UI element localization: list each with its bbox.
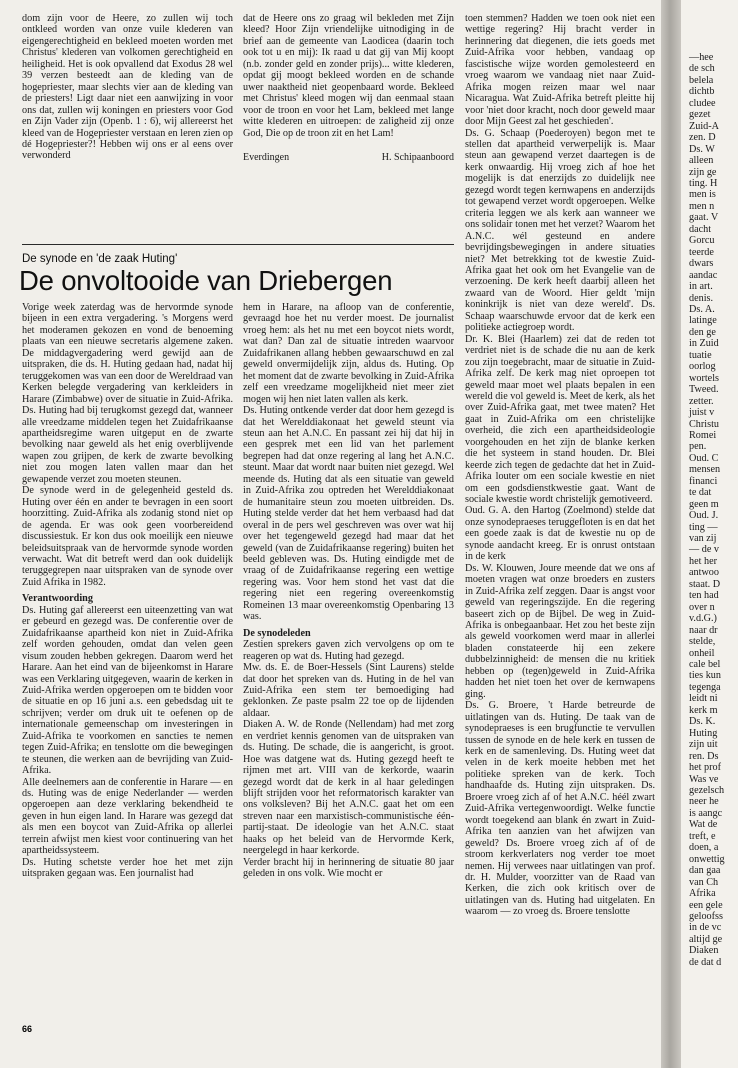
next-page-fragment: naar dr	[689, 624, 718, 636]
next-page-fragment: wortels	[689, 372, 719, 384]
next-page-fragment: het her	[689, 555, 718, 567]
next-page-fragment: het prof	[689, 762, 721, 774]
next-page-fragment: oorlog	[689, 361, 716, 373]
next-page-fragment: van Ch	[689, 876, 719, 888]
next-page-fragment: Gorcu	[689, 235, 715, 247]
next-page-fragment: Ds. W	[689, 143, 715, 155]
next-page-fragment: belela	[689, 74, 714, 86]
next-page-fragment: dichtb	[689, 86, 715, 98]
paragraph: Ds. G. Schaap (Poederoyen) begon met te stellen dat apartheid verwerpelijk is. Maar steun aan gewapend verzet daartegen is de kerk onwaardig. Hij vroeg zich af hoe het mogelijk is dat enerzijds zo duidelijk nee gezegd wordt tegen kernwapens en anderzijds tot gewapend verzet wordt opgeroepen. Welke criteria leggen we als kerk aan wanneer we ons solidair tonen met het verzet? Waarom het A.N.C. wél gesteund en andere bevrijdingsbewegingen in andere situaties niet? Met betrekking tot de kwestie Zuid-Afrika gaat het ook om het Evangelie van de verzoening. De kerk heeft daarbij alleen het zwaard van de Woord. Hier geldt 'mijn koninkrijk is niet van deze wereld'. Ds. Schaap waarschuwde ervoor dat de kerk een politieke actiegroep wordt.	[465, 127, 655, 334]
article-headline: De onvoltooide van Driebergen	[19, 265, 393, 296]
signature-place: Everdingen	[243, 151, 290, 163]
article-column-3	[465, 13, 655, 1023]
article-column-1	[22, 302, 233, 1022]
next-page-fragment: juist v	[689, 407, 715, 419]
next-page-fragment: stelde,	[689, 636, 716, 648]
next-page-fragment: zijn uit	[689, 739, 718, 751]
next-page-fragment: tuatie	[689, 349, 712, 361]
next-page-fragment: een gele	[689, 899, 723, 911]
column-top-left	[22, 13, 233, 243]
next-page-fragment: financi	[689, 475, 718, 487]
next-page-fragment: zetter.	[689, 395, 714, 407]
paragraph: Ds. W. Klouwen, Joure meende dat we ons af moeten vragen wat onze broeders en zusters in Zuid-Afrika zelf zeggen. Daar is angst voor geweld van regeringszijde. En die regering baseert zich op de Bijbel. De weg in Zuid-Afrika is onbegaanbaar. Het zou het beste zijn als geweld voorkomen werd maar in allerlei bladen constateerde hij een zekere dubbelzinnigheid: de mensen die nu kritiek hebben op (tegen)geweld in Zuid-Afrika hadden het niet toen het over de kernwapens ging.	[465, 562, 655, 700]
paragraph: hem in Harare, na afloop van de conferentie, gevraagd hoe het nu verder moest. De journalist vroeg hem: als het nu met een boycot niets wordt, wat dan? Dan zal de situatie intreden waarvoor Zuidafrikanen allang hebben gewaarschuwd en zal geweld onvermijdelijk zijn, aldus ds. Huting. Op het moment dat de zwarte bevolking in Zuid-Afrika zelf een vreedzame mogelijkheid niet meer ziet mogen wij hen niet laten vallen als kerk.	[243, 302, 454, 405]
paragraph: Zestien sprekers gaven zich vervolgens op om te reageren op wat ds. Huting had gezegd.	[243, 639, 454, 662]
paragraph: Diaken A. W. de Ronde (Nellendam) had met zorg en verdriet kennis genomen van de uitspraken van ds. Huting. De schade, die is aangericht, is groot. Hoe was datgene wat ds. Huting gezegd heeft te rijmen met art. VIII van de kerkorde, waarin gezegd wordt dat de kerk in al haar geledingen blijft strijden voor het reformatorisch karakter van ons volksleven? Bij het A.N.C. gaat het om een streven naar een marxistisch-communistische één-partij-staat. De ideologie van het A.N.C. staat haaks op het beleid van de Hervormde Kerk, neergelegd in haar kerkorde.	[243, 719, 454, 857]
next-page-fragment: in art.	[689, 281, 713, 293]
article-column-2	[243, 302, 454, 1022]
paragraph: Ds. Huting schetste verder hoe het met zijn uitspraken gegaan was. Een journalist had	[22, 856, 233, 880]
paragraph: Ds. G. Broere, 't Harde betreurde de uitlatingen van ds. Huting. De taak van de synodepraeses is een brugfunctie te vervullen tussen de synode en de hele kerk en tussen de kerk en de samenleving. Ds. Huting weet dat velen in de kerk moeite hebben met het politieke spreken van de kerk. Toch handhaafde ds. Huting zijn uitspraken. Ds. Broere vroeg zich af of het A.N.C. héél zwart Zuid-Afrika vertegenwoordigt. Welke functie wordt toegekend aan blank én zwart in Zuid-Afrika ten aanzien van het afwijzen van geweld? Ds. Broere vroeg zich af of de stroom kerkverlaters nog verder toe moet nemen. Hij verwees naar uitlatingen van prof. dr. H. Mulder, voorzitter van de Raad van Kerken, die zich ook kritisch over de uitlatingen van ds. Huting had uitgelaten. En waarom — zo vroeg ds. Broere tenslotte	[465, 700, 655, 918]
next-page-fragment: gaat. V	[689, 212, 719, 224]
paragraph: Verder bracht hij in herinnering de situatie 80 jaar geleden in ons volk. Wie mocht er	[243, 856, 454, 880]
next-page-fragment: dacht	[689, 223, 712, 235]
next-page-fragment: staat. D	[689, 578, 721, 590]
next-page-fragment: Ds. K.	[689, 716, 716, 728]
next-page-fragment: Afrika	[689, 888, 716, 900]
next-page-fragment: de sch	[689, 63, 715, 75]
next-page-fragment: Zuid-A	[689, 120, 719, 132]
next-page-fragment: Wat de	[689, 819, 718, 831]
next-page-fragment: — de v	[689, 544, 719, 556]
next-page-fragment: pen.	[689, 441, 707, 453]
next-page-fragment: v.d.G.)	[689, 613, 717, 625]
paragraph: Alle deelnemers aan de conferentie in Harare — en ds. Huting was de enige Nederlander — werden opgeroepen aan deze verklaring bekendheid te geven in hun eigen land. In Harare was gezegd dat als men een boycot van Zuid-Afrika op allerlei terrein afwijst men kiest voor continuering van het apartheidssysteem.	[22, 776, 233, 857]
next-page-fragment: cale bel	[689, 659, 721, 671]
next-page-fragment: de dat d	[689, 956, 722, 968]
next-page-fragment: men is	[689, 189, 716, 201]
next-page-fragment: over n	[689, 601, 715, 613]
next-page-fragment: onwettig	[689, 853, 725, 865]
book-gutter	[661, 0, 681, 1068]
subheading: De synodeleden	[243, 627, 311, 639]
signature	[243, 152, 454, 163]
page-number: 66	[22, 1024, 33, 1034]
next-page-fragment: van zij	[689, 533, 717, 545]
next-page-fragment: gezelsch	[689, 785, 725, 796]
next-page-fragment: Christu	[689, 418, 720, 430]
next-page-fragment: leidt ni	[689, 693, 718, 705]
next-page-fragment: men n	[689, 200, 715, 212]
next-page-fragment: Was ve	[689, 773, 719, 785]
paragraph: Dr. K. Blei (Haarlem) zei dat de reden tot verdriet niet is de schade die nu aan de kerk zou zijn toegebracht, maar de situatie in Zuid-Afrika zelf. De kerk mag niet oproepen tot geweld maar moet wel plaats bepalen in een wereld die vol geweld is. Meet de kerk, als het over Zuid-Afrika gaat, met twee maten? Het gaat in Zuid-Afrika om een christelijke overheid, die zich een apartheidsideologie voorgehouden en het zijn de blanke kerken die het systeem in stand houden. Dr. Blei keerde zich tegen de gedachte dat het in Zuid-Afrika louter om een sociale kwestie en niet om een godsdienstkwestie gaat. Want de sociale kwestie wordt christelijk gemotiveerd.	[465, 333, 655, 506]
paragraph: toen stemmen? Hadden we toen ook niet een wettige regering? Hij bracht verder in herinnering dat diegenen, die iets goeds met Zuid-Afrika voor hebben, vandaag op fascistische wijze worden gemolesteerd en vroeg waarom we vandaag niet naar Zuid-Afrika mogen reizen maar wel naar Nicaragua. Wat Zuid-Afrika betreft pleitte hij voor 'niet door kracht, noch door geweld maar door Mijn Geest zal het geschieden'.	[465, 13, 655, 128]
next-page-fragment: mensen	[689, 464, 721, 476]
next-page-fragment: latinge	[689, 315, 717, 327]
next-page-fragment: neer he	[689, 796, 719, 808]
next-page-fragment: —hee	[689, 52, 714, 63]
next-page-fragment: ties kun	[689, 670, 721, 682]
next-page-fragment: in de vc	[689, 922, 722, 934]
next-page-fragment: aandac	[689, 269, 718, 281]
next-page-fragment: cludee	[689, 97, 716, 109]
next-page-fragment: zen. D	[689, 132, 716, 144]
next-page-fragment: dan gaa	[689, 865, 721, 877]
next-page-fragment: is aangc	[689, 807, 723, 819]
paragraph: Ds. Huting gaf allereerst een uiteenzetting van wat er gebeurd en gezegd was. De conferentie over de Zuidafrikaanse apartheid kon niet in Zuid-Afrika zelf worden gehouden, omdat dan velen geen visum zouden hebben gekregen. Daarom werd het Harare. Aan het eind van de bijeenkomst in Harare was een Verklaring uitgegeven, waarin de kerken in Zuid-Afrika werden opgeroepen om te bidden voor de situatie en op 16 juni a.s. een gebedsdag uit te schrijven; verder om druk uit te oefenen op de internationale gemeenschap om investeringen in Zuid-Afrika te voorkomen en sancties te nemen tegen Zuid-Afrika; en tenslotte om die bewegingen te steunen, die werken aan de bevrijding van Zuid-Afrika.	[22, 604, 233, 777]
next-page-fragment: Oud. C	[689, 452, 719, 464]
paragraph: Oud. G. A. den Hartog (Zoelmond) stelde dat onze synodepraeses teruggefloten is en dat het een goede zaak is dat de kwestie nu op de synode aandacht kreeg. Er is onrust ontstaan in de kerk	[465, 505, 655, 563]
next-page-text-fragments	[689, 52, 738, 968]
next-page-fragment: tegenga	[689, 681, 721, 693]
next-page-fragment: denis.	[689, 292, 714, 304]
next-page-fragment: Huting	[689, 727, 718, 739]
next-page-fragment: antwoo	[689, 567, 719, 579]
next-page-fragment: in Zuid	[689, 338, 719, 350]
column-top-middle	[243, 13, 454, 245]
paragraph: Mw. ds. E. de Boer-Hessels (Sint Laurens) stelde dat door het spreken van ds. Huting in de hel van Zuid-Afrika een stem ter bemoediging had geklonken. Ze paste psalm 22 toe op de lijdenden aldaar.	[243, 662, 454, 719]
paragraph: Ds. Huting ontkende verder dat door hem gezegd is dat het Werelddiakonaat het geweld steunt via steun aan het A.N.C. En passant zei hij dat hij in een gesprek met een lid van het parlement begrepen had dat onze regering al lang het A.N.C. steunt. Maar dat wordt naar buiten niet gezegd. Wel meende ds. Huting dat als een situatie van geweld in Zuid-Afrika zou optreden het Werelddiakonaat de humanitaire steun zou moeten uitbreiden. Ds. Huting stelde verder dat het hem verbaasd had dat overal in de pers wel geschreven was over wat hij over het tegengeweld gezegd had maar dat het geweld (van de Zuidafrikaanse regering) buiten het beeld gebleven was. Ds. Huting eindigde met de vraag of de Zuidafrikaanse regering een wettige regering was. Voor hem stond het vast dat die regering niet een regering overeenkomstig Romeinen 13 maar overeenkomstig Openbaring 13 was.	[243, 405, 454, 623]
next-page-fragment: Ds. A.	[689, 303, 715, 315]
paragraph: De synode werd in de gelegenheid gesteld ds. Huting over één en ander te bevragen in een soort hoorzitting. Zuid-Afrika als zodanig stond niet op de agenda. Er was ook geen voorbereidend discussiestuk. Er kon dus ook moeilijk een nieuwe beleidsuitspraak van de hervormde synode worden verwacht. Wat dit betreft werd dan ook duidelijk teruggegrepen naar uitspraken van de synode over Zuid Afrika in 1982.	[22, 485, 233, 588]
next-page-fragment: alleen	[689, 155, 714, 167]
next-page-fragment: geen m	[689, 498, 719, 510]
next-page-fragment: treft, e	[689, 830, 716, 842]
next-page-fragment: Diaken	[689, 945, 719, 957]
paragraph: Vorige week zaterdag was de hervormde synode bijeen in een extra vergadering. 's Morgens werd het moderamen gekozen en vond de benoeming plaats van een nieuwe secretaris algemene zaken. De middagvergadering werd gewijd aan de uitspraken, die ds. H. Huting gedaan had, nadat hij teruggekomen was van een door de Wereldraad van Kerken belegde vergadering van kerkleiders in Harare (Zimbabwe) over de situatie in Zuid-Afrika. Ds. Huting had bij terugkomst gezegd dat, wanneer alle vreedzame middelen tegen het Zuidafrikaanse apartheidsregime waren uitgeput en de zwarte bevolking naar geweld als het enig overblijvende wapen zou grijpen, de kerk de zwarte bevolking niet zou mogen laten vallen maar dan het gewapende verzet zou moeten steunen.	[22, 302, 233, 485]
next-page-fragment: ting —	[689, 521, 718, 533]
next-page-fragment: ren. Ds	[689, 750, 719, 762]
signature-name: H. Schipaanboord	[381, 151, 454, 163]
next-page-edge	[681, 0, 738, 1068]
next-page-fragment: gezet	[689, 109, 711, 121]
subheading: Verantwoording	[22, 593, 93, 605]
next-page-fragment: kerk m	[689, 704, 718, 716]
next-page-fragment: dwars	[689, 258, 714, 270]
paragraph: dat de Heere ons zo graag wil bekleden met Zijn kleed? Hoor Zijn vriendelijke uitnodiging in de brief aan de gemeente van Laodicea (daarin toch ook tot u en mij): Ik raad u dat gij van Mij koopt (n.b. zonder geld en zonder prijs)... witte klederen, opdat gij moogt bekleed worden en de schande uwer naaktheid niet geopenbaard worde. Bekleed met Christus' kleed mogen wij dan eenmaal staan voor de troon en voor het Lam, bekleed met lange witte klederen en uitroepen: de zaligheid zij onze God, Die op de troon zit en het Lam!	[243, 13, 454, 139]
next-page-fragment: Romei	[689, 429, 717, 441]
next-page-fragment: Oud. J.	[689, 510, 719, 522]
section-label: De synode en 'de zaak Huting'	[22, 253, 178, 265]
next-page-fragment: teerde	[689, 246, 714, 258]
divider-line	[22, 244, 454, 245]
next-page-fragment: altijd ge	[689, 933, 723, 945]
next-page-fragment: onheil	[689, 647, 715, 659]
next-page-fragment: ting. H	[689, 177, 718, 189]
next-page-fragment: geloofss	[689, 910, 723, 922]
next-page-fragment: den ge	[689, 326, 716, 338]
next-page-fragment: zijn ge	[689, 166, 717, 178]
next-page-fragment: Tweed.	[689, 384, 719, 396]
next-page-fragment: ten had	[689, 590, 719, 602]
next-page-fragment: te dat	[689, 487, 712, 499]
paragraph: dom zijn voor de Heere, zo zullen wij toch ontkleed worden van onze vuile klederen van eigengerechtigheid en bekleed moeten worden met Christus' klederen van volkomen gerechtigheid en heiligheid. Het is ook opvallend dat Exodus 28 wel 39 verzen besteedt aan de kleding van de hogepriester, maar slechts vier aan de kleding van de priesters! Ligt daar niet een aanwijzing in voor ons dat, zullen wij koningen en priesters voor God en Zijn Vader zijn (Openb. 1 : 6), wij allereerst het kleed van de Hogepriester verstaan en leren zien op dé Hogepriester?! Hebben wij ons er al eens over verwonderd	[22, 13, 233, 162]
next-page-fragment: doen, a	[689, 842, 719, 854]
